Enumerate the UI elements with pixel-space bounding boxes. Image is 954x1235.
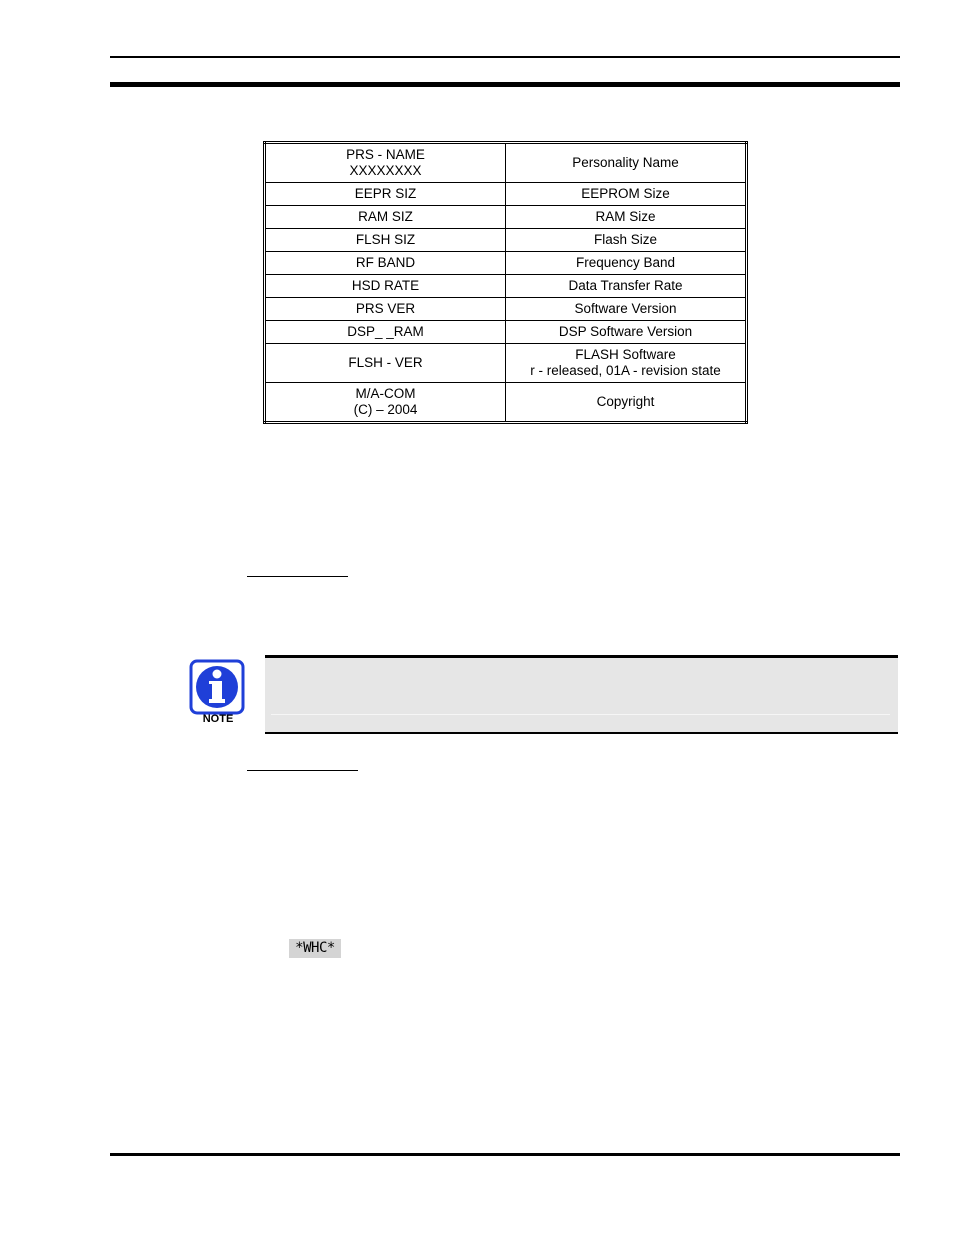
cell-text: Flash Size	[593, 232, 658, 247]
cell-text: RAM Size	[595, 209, 656, 224]
note-box	[265, 655, 898, 734]
table-row	[265, 275, 747, 298]
table-row	[265, 298, 747, 321]
cell-text: FLSH - VER	[348, 355, 423, 370]
table-body	[265, 143, 747, 423]
cell-text: Copyright	[596, 394, 655, 409]
cell-text: DSP_ _RAM	[347, 324, 424, 339]
table-row	[265, 183, 747, 206]
section-heading-underline	[247, 576, 348, 577]
cell-text: Data Transfer Rate	[568, 278, 683, 293]
note-label: NOTE	[202, 713, 234, 725]
cell-text: PRS - NAME	[346, 147, 425, 162]
cell-text: M/A-COM	[355, 386, 416, 401]
display-cell	[265, 183, 506, 206]
display-info-table	[263, 141, 748, 424]
section-heading-underline	[247, 770, 358, 771]
table-row	[265, 229, 747, 252]
cell-text: Personality Name	[572, 155, 679, 170]
cell-text: FLASH Software	[575, 347, 676, 362]
cell-text: r - released, 01A - revision state	[530, 363, 721, 378]
cell-text: PRS VER	[355, 301, 416, 316]
meaning-cell	[506, 275, 747, 298]
meaning-cell	[506, 383, 747, 423]
header-rule-thin	[110, 56, 900, 58]
table-row	[265, 383, 747, 423]
lcd-display-sample: *WHC*	[289, 939, 341, 958]
cell-text: Frequency Band	[575, 255, 676, 270]
table-row	[265, 344, 747, 383]
display-cell	[265, 229, 506, 252]
cell-text: XXXXXXXX	[349, 163, 422, 178]
table-row	[265, 206, 747, 229]
cell-text: FLSH SIZ	[355, 232, 416, 247]
display-cell	[265, 275, 506, 298]
cell-text: (C) – 2004	[353, 402, 418, 417]
display-cell	[265, 206, 506, 229]
display-cell	[265, 143, 506, 183]
cell-text: EEPR SIZ	[354, 186, 417, 201]
meaning-cell	[506, 143, 747, 183]
meaning-cell	[506, 183, 747, 206]
cell-text: HSD RATE	[351, 278, 420, 293]
display-cell	[265, 252, 506, 275]
table-row	[265, 252, 747, 275]
cell-text: RAM SIZ	[358, 209, 413, 224]
meaning-cell	[506, 206, 747, 229]
cell-text: DSP Software Version	[558, 324, 693, 339]
cell-text: EEPROM Size	[581, 186, 670, 201]
meaning-cell	[506, 298, 747, 321]
table-row	[265, 143, 747, 183]
meaning-cell	[506, 321, 747, 344]
note-box-inner-line	[271, 714, 890, 715]
table-row	[265, 321, 747, 344]
meaning-cell	[506, 252, 747, 275]
display-cell	[265, 321, 506, 344]
header-rule-thick	[110, 82, 900, 87]
meaning-cell	[506, 229, 747, 252]
display-cell	[265, 298, 506, 321]
cell-text: Software Version	[574, 301, 677, 316]
footer-rule	[110, 1153, 900, 1156]
display-cell	[265, 344, 506, 383]
display-cell	[265, 383, 506, 423]
cell-text: RF BAND	[355, 255, 416, 270]
meaning-cell	[506, 344, 747, 383]
